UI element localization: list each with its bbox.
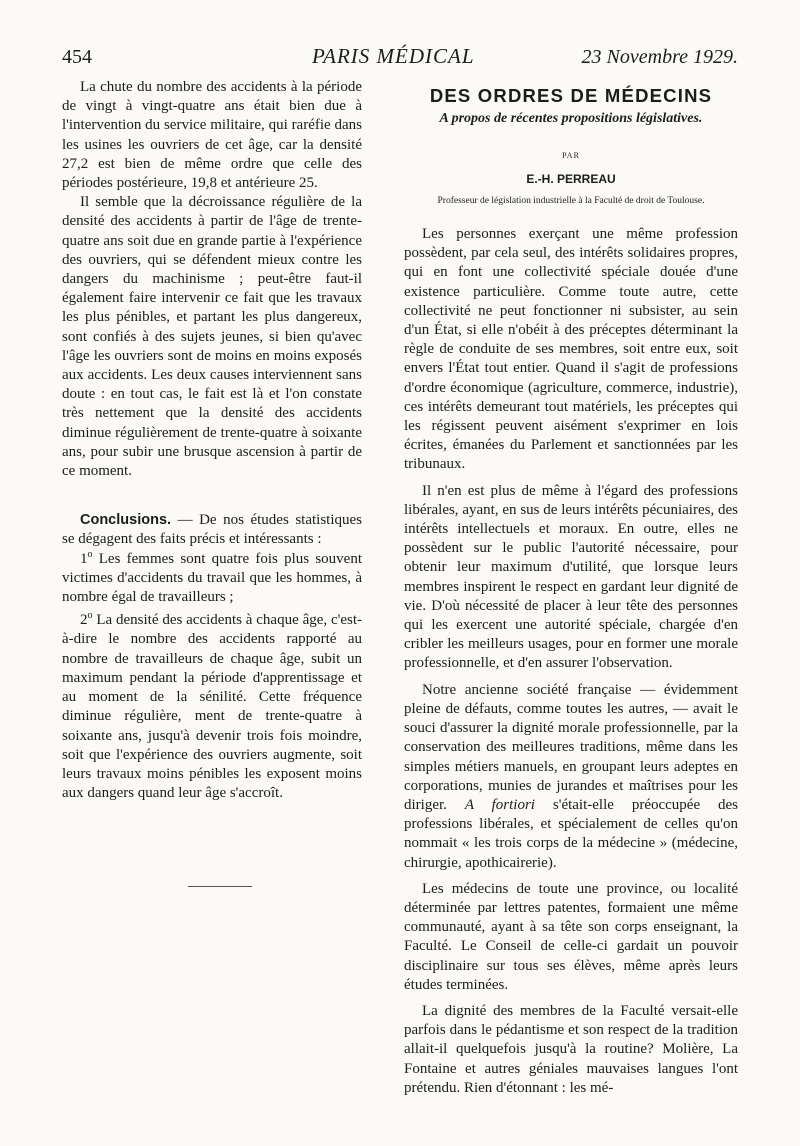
paragraph [404, 681, 738, 873]
ordinal-suffix: o [87, 610, 93, 622]
section-separator [188, 886, 252, 887]
paragraph: Il n'en est plus de même à l'égard des professions libérales, ayant, en sus de leurs intérêts pécuniaires, des intérêts intellectuels et moraux. En outre, elles ne possèdent sur le public l'autorité nécessaire, pour obtenir leur maximum d'utilité, que lorsque leurs membres inspirent le respect en gardant leur dignité de vie. D'où nécessité de placer à leur tête des personnes qui les exercent une autorité spéciale, chargée d'en cribler les meilleurs usages, pour en former une morale professionnelle, et d'en assurer l'observation. [404, 482, 738, 672]
paragraph: Il semble que la décroissance régulière de la densité des accidents à partir de l'âge de trente-quatre ans soit due en grande partie à l'expérience des ouvriers, qui se défendent mieux contre les dangers du machinisme ; peut-être faut-il également faire intervenir ce fait que les travaux les plus pénibles, et partant les plus dangereux, sont confiés à des sujets jeunes, si bien qu'avec l'âge les ouvriers sont de moins en moins exposés aux accidents. Les deux causes interviennent sans doute : en tout cas, le fait est là et l'on constate très nettement que la densité des accidents diminue régulièrement de trente-quatre à soixante ans, pour subir une brusque ascension à partir de ce moment. [62, 194, 362, 480]
conclusions-heading: Conclusions. [80, 512, 172, 529]
author-name: E.-H. PERREAU [526, 171, 616, 186]
journal-title: PARIS MÉDICAL [312, 44, 475, 68]
conclusions-paragraph [62, 511, 362, 549]
item-text: Les femmes sont quatre fois plus souvent victimes d'accidents du travail que les hommes, à nombre égal de travailleurs ; [62, 550, 363, 606]
author-affiliation: Professeur de législation industrielle à la Faculté de droit de Toulouse. [437, 195, 705, 206]
ordinal-suffix: o [87, 548, 93, 560]
issue-date: 23 Novembre 1929. [581, 46, 738, 68]
page-number: 454 [62, 46, 92, 68]
item-number: 1 [80, 550, 88, 567]
item-text: La densité des accidents à chaque âge, c'est-à-dire le nombre des accidents rapporté au nombre de travailleurs de chaque âge, subit un maximum pendant la période d'apprentissage et au moment de la sénilité. Cette fréquence diminue régulière, ment de trente-quatre à soixante ans, jusqu'à devenir trois fois moindre, soit que l'expérience des ouvriers augmente, soit leurs travaux moins pénibles les exposent moins aux dangers quand leur âge s'accroît. [62, 612, 363, 802]
conclusion-item [62, 550, 362, 608]
paragraph-text: s'était-elle préoccupée des professions libérales, et spécialement de celles qu'on nommait « les trois corps de la médecine » (médecine, chirurgie, apothicairerie). [404, 796, 739, 871]
page-header [62, 46, 738, 76]
paragraph: Les personnes exerçant une même profession possèdent, par cela seul, des intérêts solidaires propres, qui en font une collectivité spéciale douée d'une existence particulière. Comme toute autre, cette collectivité ne peut fonctionner ni subsister, au sein d'un État, si elle n'obéit à des préceptes déterminant la règle de conduite de ses membres, soit entre eux, soit envers l'État tout entier. Quand il s'agit de professions d'ordre économique (agriculture, commerce, industrie), ces intérêts demeurant tout matériels, les préceptes qui les régissent peuvent aisément s'exprimer en lois écrites, émanées du Parlement et sanctionnées par les tribunaux. [404, 226, 738, 473]
conclusion-item [62, 611, 362, 803]
left-column [62, 78, 362, 803]
paragraph: La dignité des membres de la Faculté versait-elle parfois dans le pédantisme et son respect de la tradition allait-il quelquefois jusqu'à la routine? Molière, La Fontaine et autres géniales mauvaises langues l'ont prétendu. Rien d'étonnant : les mé- [404, 1002, 738, 1096]
byline-par: PAR [562, 151, 580, 161]
paragraph: Les médecins de toute une province, ou localité déterminée par lettres patentes, formaient une même communauté, ayant à sa tête son corps enseignant, la Faculté. Le Conseil de celle-ci gardait un pouvoir disciplinaire sur tous ses élèves, même après leurs études terminées. [404, 880, 738, 993]
right-column [404, 80, 738, 1105]
conclusions-intro: — De nos études statistiques se dégagent des faits précis et intéressants : [62, 512, 362, 548]
article-subtitle: A propos de récentes propositions législatives. [439, 111, 703, 127]
paragraph: La chute du nombre des accidents à la période de vingt à vingt-quatre ans était bien due à l'intervention du service militaire, qui raréfie dans les usines les ouvriers de cet âge, car la densité 27,2 est bien de même ordre que celle des périodes postérieure, 19,8 et antérieure 25. [62, 79, 362, 192]
article-title: DES ORDRES DE MÉDECINS [429, 85, 713, 106]
latin-phrase: A fortiori [464, 796, 535, 813]
paragraph-text: Notre ancienne société française — évidemment pleine de défauts, comme toutes les autres, — avait le souci d'assurer la dignité morale professionnelle, par la conservation des meilleures traditions, même dans les simples métiers manuels, en groupant leurs adeptes en corporations, munies de jurandes et maîtrises pour les diriger. [404, 681, 738, 813]
item-number: 2 [80, 612, 88, 629]
